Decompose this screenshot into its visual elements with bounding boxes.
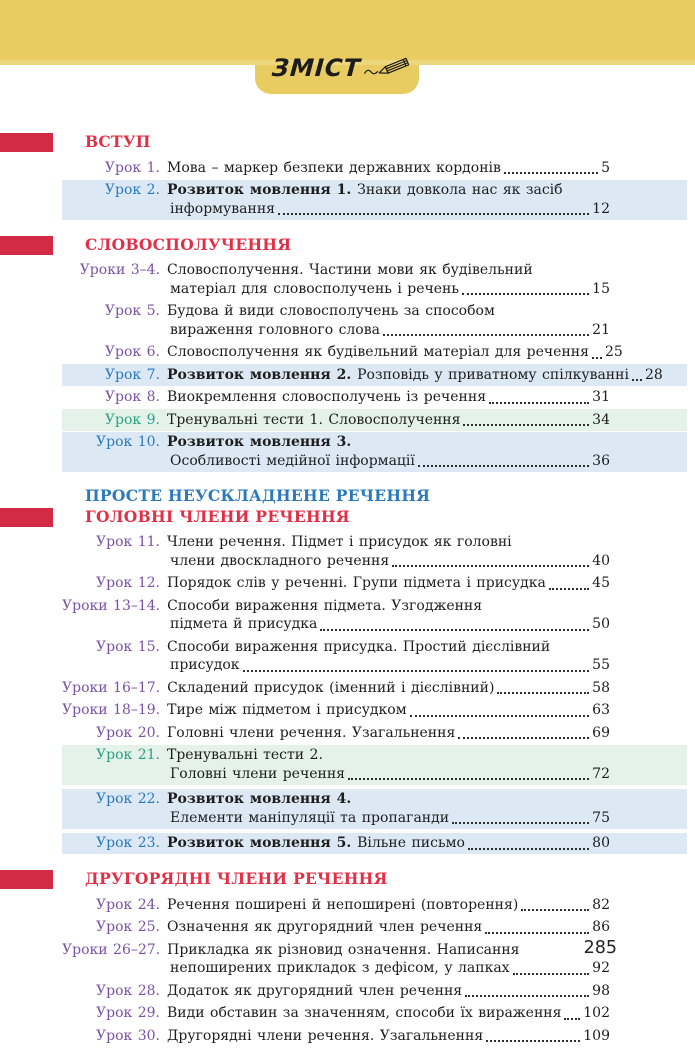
- lesson-label: Урок 11.: [96, 534, 160, 550]
- section-marker-tab: [0, 508, 53, 527]
- entry-text: Додаток як другорядний член речення: [167, 982, 463, 999]
- toc-entry: [62, 980, 687, 1002]
- lesson-label: Урок 20.: [96, 724, 160, 741]
- toc-section: [0, 235, 695, 472]
- toc-entry: [62, 180, 687, 220]
- lesson-label: Урок 21.: [96, 747, 160, 763]
- toc-entry-line: [62, 411, 610, 430]
- dot-leader: [452, 822, 589, 824]
- toc-entry-line: [62, 280, 610, 299]
- entry-text: Другорядні члени речення. Узагальнення: [167, 1027, 484, 1044]
- page-folio: 285: [583, 938, 617, 958]
- toc-entry: [62, 342, 687, 364]
- page-number: 12: [592, 200, 610, 217]
- toc-entry-line: [62, 552, 610, 571]
- lesson-label: Урок 23.: [96, 835, 160, 851]
- section-title-row: [0, 132, 695, 152]
- toc-entry-line: [62, 1027, 610, 1046]
- entry-text: Члени речення. Підмет і присудок як головні: [167, 534, 512, 550]
- entry-text: Порядок слів у реченні. Групи підмета і присудка: [167, 575, 546, 591]
- toc-entry-line: [62, 765, 610, 784]
- page-number: 80: [592, 835, 610, 851]
- toc-entry-line: [62, 1004, 610, 1023]
- section-title-row: [0, 235, 695, 255]
- toc-entry: [62, 432, 687, 472]
- dot-leader: [383, 334, 589, 336]
- toc-entry: [62, 1025, 687, 1047]
- contents-title: ЗМІСТ: [271, 54, 362, 82]
- dot-leader: [462, 293, 589, 295]
- dot-leader: [465, 995, 589, 997]
- toc-entry-line: [62, 181, 610, 200]
- entry-text: Елементи маніпуляції та пропаганди: [170, 809, 450, 826]
- entry-text-bold: Розвиток мовлення 5.: [167, 835, 358, 851]
- toc-entry-line: [62, 959, 610, 978]
- section-title: ВСТУП: [85, 132, 151, 151]
- toc-entry-line: [62, 366, 663, 385]
- entry-text-bold: Розвиток мовлення 1.: [167, 182, 358, 198]
- dot-leader: [458, 737, 589, 739]
- entry-text: члени двоскладного речення: [170, 552, 390, 569]
- dot-leader: [463, 424, 589, 426]
- lesson-label: Урок 6.: [104, 344, 160, 360]
- lesson-label: Урок 9.: [104, 411, 160, 428]
- toc-entry-line: [62, 452, 610, 471]
- toc-entry-line: [62, 790, 610, 809]
- entry-text: непоширених прикладок з дефісом, у лапках: [170, 960, 510, 976]
- lesson-label: Урок 15.: [96, 638, 160, 655]
- toc-entry: [62, 700, 687, 722]
- entry-text: підмета й присудка: [170, 616, 318, 632]
- lesson-label: Урок 24.: [96, 896, 160, 913]
- lesson-label: Уроки 13–14.: [62, 597, 161, 614]
- lesson-label: Урок 1.: [104, 159, 160, 176]
- lesson-label: Урок 10.: [96, 434, 160, 450]
- page-number: 72: [592, 765, 610, 782]
- entry-text: Прикладка як різновид означення. Написання: [167, 941, 520, 958]
- toc-entry: [62, 636, 687, 676]
- page-number: 75: [592, 809, 610, 826]
- toc-entry-line: [62, 321, 610, 340]
- dot-leader: [497, 692, 589, 694]
- page-number: 45: [592, 575, 610, 591]
- page-number: 40: [592, 552, 610, 569]
- toc-entry-line: [62, 533, 610, 552]
- lesson-label: Урок 2.: [104, 182, 160, 198]
- section-marker-tab: [0, 236, 53, 255]
- toc-entry-line: [62, 941, 610, 960]
- toc-entry-line: [62, 724, 610, 743]
- dot-leader: [485, 932, 589, 934]
- toc-entry: [62, 833, 687, 855]
- section-title: ГОЛОВНІ ЧЛЕНИ РЕЧЕННЯ: [85, 506, 350, 526]
- dot-leader: [278, 213, 589, 215]
- toc-entry: [62, 677, 687, 699]
- page-number: 69: [592, 724, 610, 741]
- entry-text: Головні члени речення. Узагальнення: [167, 724, 456, 741]
- toc-entry-line: [62, 896, 610, 915]
- entry-text: Означення як другорядний член речення: [167, 919, 483, 935]
- page-number: 25: [604, 344, 623, 360]
- lesson-label: Урок 29.: [96, 1005, 160, 1021]
- toc-entry-line: [62, 809, 610, 828]
- section-title: СЛОВОСПОЛУЧЕННЯ: [85, 234, 292, 254]
- toc-entry-line: [62, 615, 610, 634]
- entry-text: Мова – маркер безпеки державних кордонів: [167, 159, 501, 176]
- lesson-label: Урок 25.: [96, 919, 160, 935]
- section-title: ДРУГОРЯДНІ ЧЛЕНИ РЕЧЕННЯ: [85, 869, 388, 888]
- page-number: 58: [592, 679, 610, 696]
- entry-text-bold: Розвиток мовлення 3.: [167, 434, 352, 450]
- dot-leader: [504, 172, 598, 174]
- entry-text: Головні члени речення: [170, 765, 345, 782]
- entry-text: Словосполучення як будівельний матеріал для речення: [167, 344, 589, 360]
- entry-text: Тренувальні тести 2.: [167, 747, 323, 763]
- toc-entry-line: [62, 433, 610, 452]
- toc-entry: [62, 917, 687, 939]
- entry-text: [167, 790, 351, 809]
- section-marker-tab: [0, 870, 53, 889]
- entry-text: матеріал для словосполучень і речень: [170, 280, 460, 297]
- dot-leader: [513, 973, 590, 975]
- lesson-label: Уроки 18–19.: [62, 702, 161, 718]
- entry-text: Способи вираження підмета. Узгодження: [167, 597, 483, 614]
- section-title-row: [0, 507, 695, 527]
- lesson-label: Урок 7.: [104, 366, 160, 383]
- toc-entry-line: [62, 388, 610, 407]
- entry-text: Словосполучення. Частини мови як будівельний: [167, 262, 533, 278]
- toc-section: [0, 487, 695, 855]
- toc-entry: [62, 532, 687, 572]
- toc-entry-line: [62, 343, 623, 362]
- toc-entry: [62, 745, 687, 785]
- lesson-label: Урок 5.: [104, 303, 160, 319]
- entry-text: Будова й види словосполучень за способом: [167, 303, 495, 319]
- toc-entry: [62, 260, 687, 300]
- entry-text: Складений присудок (іменний і дієслівний): [167, 679, 495, 696]
- section-pretitle: ПРОСТЕ НЕУСКЛАДНЕНЕ РЕЧЕННЯ: [85, 485, 431, 505]
- entry-text: Тире між підметом і присудком: [167, 702, 407, 718]
- toc-entry-line: [62, 261, 610, 280]
- dot-leader: [564, 1018, 580, 1020]
- toc-entry: [62, 364, 687, 386]
- toc-entry-line: [62, 834, 610, 853]
- lesson-label: Урок 30.: [96, 1027, 160, 1044]
- entry-text: Розвиток мовлення 2. Розповідь у приватному спілкуванні: [167, 366, 629, 383]
- page-number: 15: [592, 280, 610, 297]
- toc-entry-line: [62, 574, 610, 593]
- page-number: 21: [592, 321, 610, 338]
- toc-entry-line: [62, 638, 610, 657]
- section-title-row: [0, 869, 695, 889]
- section-marker-tab: [0, 133, 53, 152]
- toc-entry-line: [62, 982, 610, 1001]
- dot-leader: [489, 402, 589, 404]
- entry-text: Розвиток мовлення 1. Знаки довкола нас як засіб: [167, 182, 563, 198]
- toc-entry: [62, 1003, 687, 1025]
- dot-leader: [468, 848, 589, 850]
- entry-text: Способи вираження присудка. Простий дієслівний: [167, 638, 551, 655]
- entry-text: Виокремлення словосполучень із речення: [167, 389, 487, 405]
- toc-entry-line: [62, 597, 610, 616]
- toc-entry: [62, 722, 687, 744]
- dot-leader: [320, 629, 589, 631]
- page-number: 102: [583, 1005, 610, 1021]
- dot-leader: [632, 379, 642, 381]
- toc-entry: [62, 409, 687, 431]
- toc-entry: [62, 573, 687, 595]
- lesson-label: Уроки 16–17.: [62, 679, 161, 696]
- toc-entry: [62, 894, 687, 916]
- toc-entry-line: [62, 746, 610, 765]
- pencil-icon: [363, 50, 412, 86]
- dot-leader: [348, 778, 589, 780]
- dot-leader: [392, 565, 589, 567]
- entry-text-bold: Розвиток мовлення 2.: [167, 366, 358, 383]
- page-number: 50: [592, 616, 610, 632]
- lesson-label: Урок 22.: [96, 791, 160, 807]
- lesson-label: Урок 28.: [96, 982, 160, 999]
- entry-text: Тренувальні тести 1. Словосполучення: [167, 411, 461, 428]
- dot-leader: [549, 588, 589, 590]
- toc-entry-line: [62, 302, 610, 321]
- lesson-label: Урок 8.: [104, 389, 160, 405]
- toc-entry-line: [62, 679, 610, 698]
- entry-text: Особливості медійної інформації: [170, 452, 415, 469]
- entry-text-bold: Розвиток мовлення 4.: [167, 791, 352, 807]
- page-number: 92: [592, 960, 610, 976]
- page-number: 86: [592, 919, 610, 935]
- toc-entry: [62, 301, 687, 341]
- dot-leader: [243, 670, 590, 672]
- page-number: 34: [592, 411, 610, 428]
- toc-entry-line: [62, 656, 610, 675]
- entry-text: Розвиток мовлення 5. Вільне письмо: [167, 835, 465, 851]
- page-number: 28: [644, 366, 663, 383]
- entry-text: Речення поширені й непоширені (повторення): [167, 896, 519, 913]
- entry-text: Види обставин за значенням, способи їх вираження: [167, 1005, 562, 1021]
- toc-entry-line: [62, 701, 610, 720]
- dot-leader: [592, 357, 602, 359]
- page-number: 55: [592, 657, 610, 673]
- toc-entry: [62, 595, 687, 635]
- toc-entry: [62, 789, 687, 829]
- toc-entry: [62, 157, 687, 179]
- toc-entry-line: [62, 159, 610, 178]
- toc-entry-line: [62, 200, 610, 219]
- toc-section: [0, 132, 695, 220]
- contents-tab-label: [272, 48, 412, 88]
- page-number: 82: [592, 896, 610, 913]
- entry-text: [167, 433, 351, 452]
- dot-leader: [418, 465, 589, 467]
- toc: [0, 132, 695, 1062]
- lesson-label: Уроки 3–4.: [79, 262, 160, 278]
- toc-entry-line: [62, 918, 610, 937]
- entry-text: вираження головного слова: [170, 321, 380, 338]
- dot-leader: [410, 715, 590, 717]
- page-number: 63: [592, 702, 610, 718]
- dot-leader: [521, 909, 589, 911]
- entry-text: присудок: [170, 657, 240, 673]
- page-number: 36: [592, 452, 610, 469]
- lesson-label: Урок 12.: [96, 575, 160, 591]
- page-number: 98: [592, 982, 610, 999]
- page-number: 31: [592, 389, 610, 405]
- page-number: 109: [583, 1027, 610, 1044]
- page-number: 5: [601, 159, 610, 176]
- lesson-label: Уроки 26–27.: [62, 941, 161, 958]
- entry-text: інформування: [170, 200, 276, 217]
- dot-leader: [486, 1040, 580, 1042]
- toc-entry: [62, 387, 687, 409]
